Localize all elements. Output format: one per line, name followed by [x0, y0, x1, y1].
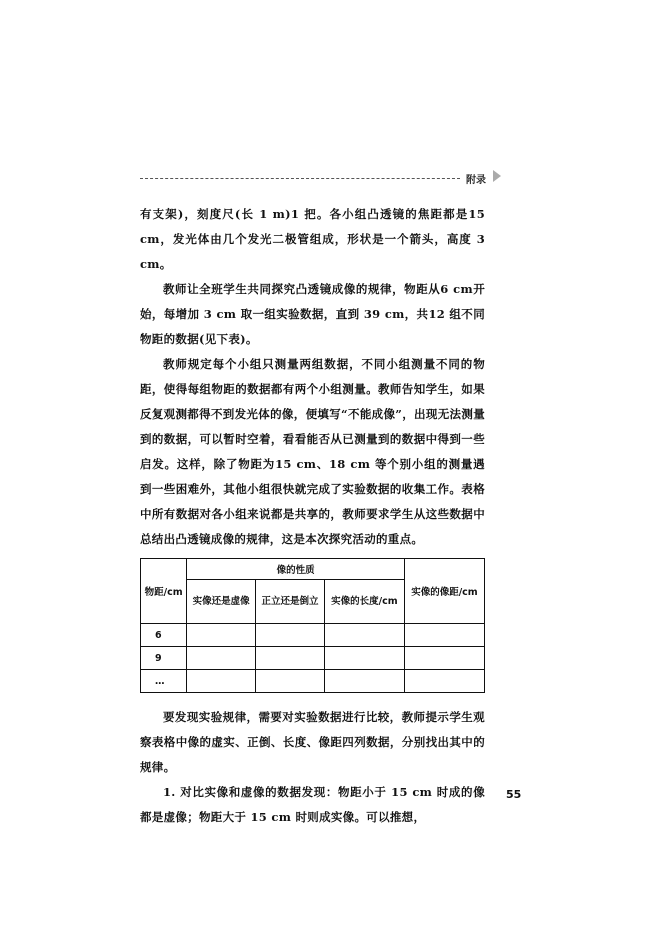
paragraph-finding-1: 1. 对比实像和虚像的数据发现：物距小于 15 cm 时成的像都是虚像；物距大于 15 cm 时则成实像。可以推想，	[140, 785, 485, 824]
table-cell	[404, 670, 484, 693]
table-cell	[256, 647, 325, 670]
table-cell	[187, 647, 256, 670]
table-cell	[256, 670, 325, 693]
table-cell	[256, 624, 325, 647]
table-cell	[324, 624, 404, 647]
header-real-length: 实像的长度/cm	[324, 580, 404, 624]
header-image-nature: 像的性质	[187, 559, 405, 580]
header-real-virtual: 实像还是虚像	[187, 580, 256, 624]
table-row	[141, 647, 485, 670]
table-cell	[187, 624, 256, 647]
table-cell	[324, 670, 404, 693]
data-table	[140, 558, 485, 693]
table-cell	[187, 670, 256, 693]
table-row	[141, 624, 485, 647]
paragraph-materials: 有支架)，刻度尺(长 1 m)1 把。各小组凸透镜的焦距都是15 cm，发光体由几个发光二极管组成，形状是一个箭头，高度 3 cm。	[140, 207, 485, 271]
header-object-distance: 物距/cm	[141, 559, 187, 624]
paragraph-grouping: 教师规定每个小组只测量两组数据，不同小组测量不同的物距，使得每组物距的数据都有两个小组测量。教师告知学生，如果反复观测都得不到发光体的像，便填写“不能成像”，出现无法测量到的数据，可以暂时空着，看看能否从已测量到的数据中得到一些启发。这样，除了物距为15 cm、18 cm 等个别小组的测量遇到一些困难外，其他小组很快就完成了实验数据的收集工作。表格中所有数据对各小组来说都是共享的，教师要求学生从这些数据中总结出凸透镜成像的规律，这是本次探究活动的重点。	[140, 357, 485, 546]
paragraph-procedure: 教师让全班学生共同探究凸透镜成像的规律，物距从6 cm开始，每增加 3 cm 取一组实验数据，直到 39 cm，共12 组不同物距的数据(见下表)。	[140, 282, 485, 346]
row-object-distance: 9	[141, 647, 187, 670]
header-upright-inverted: 正立还是倒立	[256, 580, 325, 624]
table-cell	[404, 624, 484, 647]
page-number: 55	[506, 788, 522, 801]
table-cell	[404, 647, 484, 670]
paragraph-compare: 要发现实验规律，需要对实验数据进行比较，教师提示学生观察表格中像的虚实、正倒、长度、像距四列数据，分别找出其中的规律。	[140, 710, 485, 774]
page-body	[140, 202, 485, 830]
header-real-image-distance: 实像的像距/cm	[404, 559, 484, 624]
section-label: 附录	[466, 175, 486, 186]
header-dashed-rule	[140, 178, 460, 179]
table-row	[141, 670, 485, 693]
table-cell	[324, 647, 404, 670]
row-object-distance: 6	[141, 624, 187, 647]
row-object-distance: …	[141, 670, 187, 693]
section-arrow-icon	[493, 170, 501, 182]
